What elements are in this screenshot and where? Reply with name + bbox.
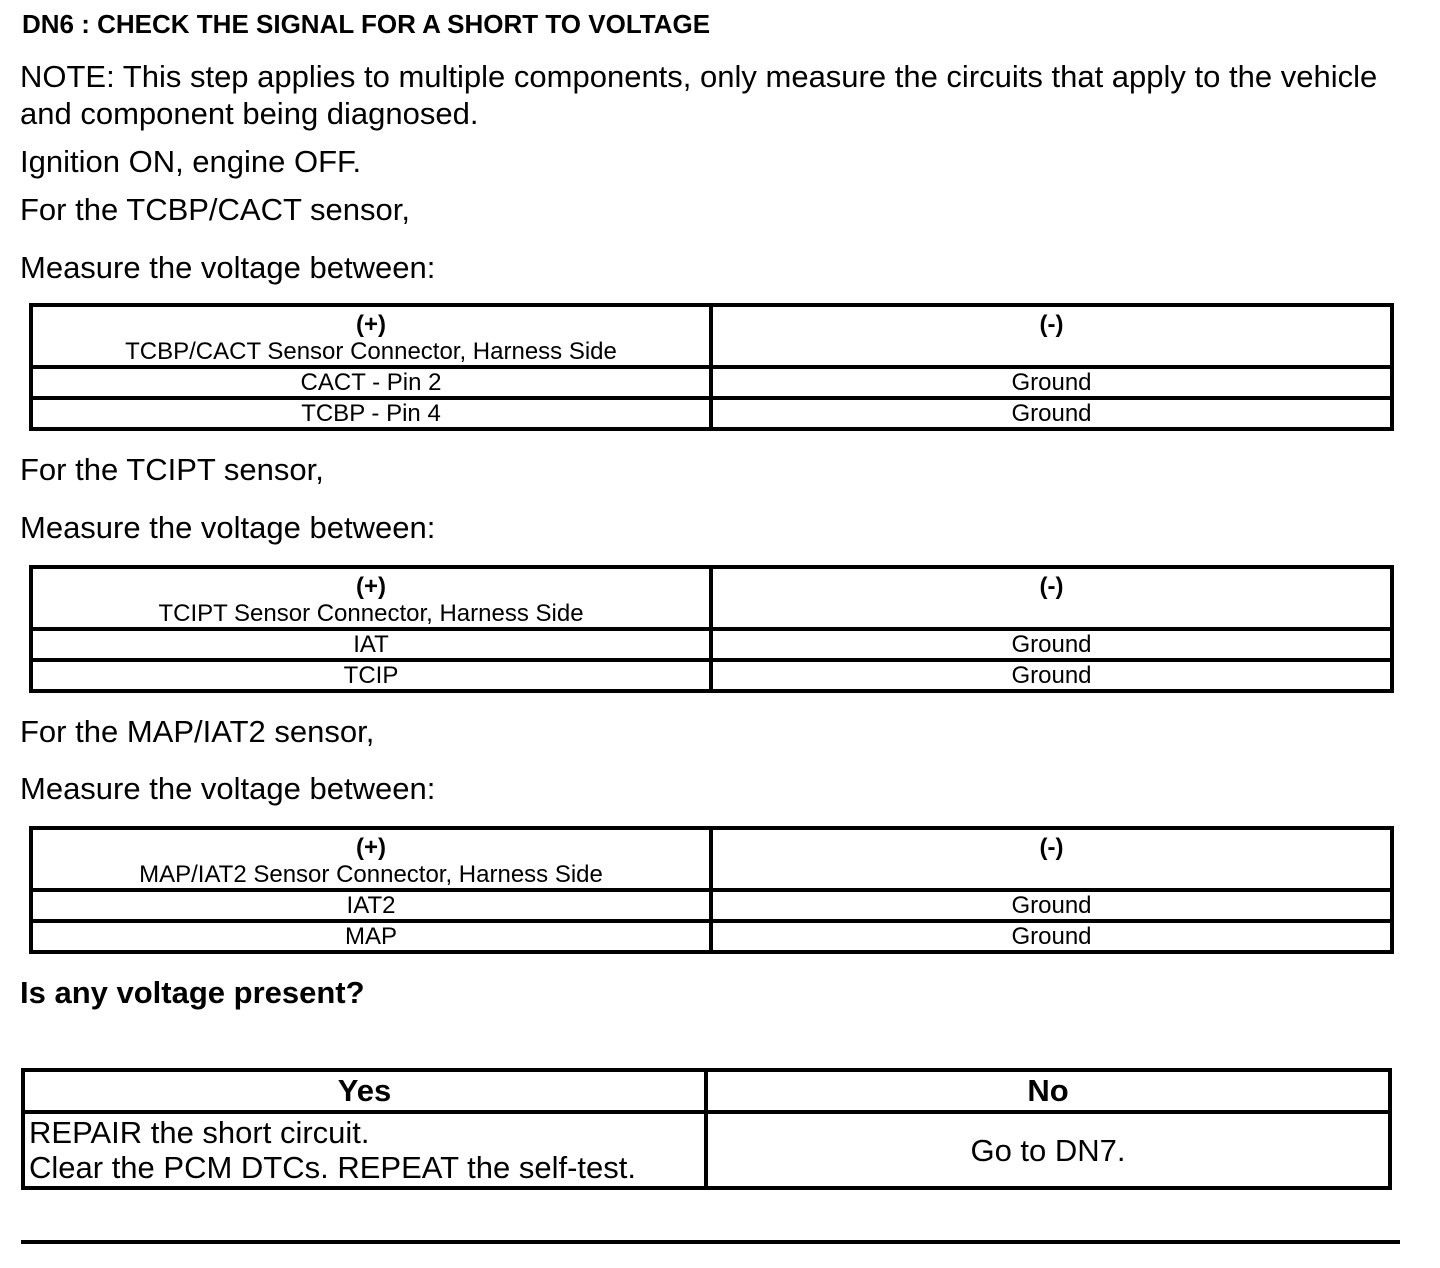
table-header-row <box>31 567 1392 629</box>
table-row <box>31 921 1392 952</box>
negative-ground-cell: Ground <box>711 890 1392 921</box>
measure-instruction: Measure the voltage between: <box>20 250 436 285</box>
positive-header-label: MAP/IAT2 Sensor Connector, Harness Side <box>139 861 603 888</box>
result-table <box>21 1068 1392 1190</box>
result-body-row <box>23 1112 1390 1188</box>
negative-ground-cell: Ground <box>711 398 1392 429</box>
bottom-divider <box>21 1240 1400 1244</box>
negative-symbol: (-) <box>1039 834 1064 861</box>
positive-pin-cell: TCIP <box>31 660 711 691</box>
yes-action-line: REPAIR the short circuit. <box>29 1115 370 1150</box>
yes-action-line: Clear the PCM DTCs. REPEAT the self-test. <box>29 1150 636 1185</box>
negative-header-cell <box>711 828 1392 890</box>
no-header: No <box>706 1070 1390 1112</box>
question-text: Is any voltage present? <box>20 975 365 1010</box>
positive-symbol: (+) <box>356 573 386 600</box>
negative-ground-cell: Ground <box>711 921 1392 952</box>
yes-header: Yes <box>23 1070 706 1112</box>
table-row <box>31 660 1392 691</box>
measurement-table <box>29 826 1394 954</box>
table-row <box>31 890 1392 921</box>
positive-pin-cell: IAT2 <box>31 890 711 921</box>
measure-instruction: Measure the voltage between: <box>20 510 436 545</box>
negative-header-cell <box>711 567 1392 629</box>
positive-pin-cell: CACT - Pin 2 <box>31 367 711 398</box>
negative-ground-cell: Ground <box>711 367 1392 398</box>
table-header-row <box>31 305 1392 367</box>
yes-action-cell <box>23 1112 706 1188</box>
positive-pin-cell: TCBP - Pin 4 <box>31 398 711 429</box>
positive-header-cell <box>31 828 711 890</box>
measure-instruction: Measure the voltage between: <box>20 771 436 806</box>
section-intro: For the TCIPT sensor, <box>20 452 324 487</box>
table-row <box>31 398 1392 429</box>
negative-symbol: (-) <box>1039 573 1064 600</box>
step-title: DN6 : CHECK THE SIGNAL FOR A SHORT TO VOLTAGE <box>22 9 711 39</box>
ignition-instruction: Ignition ON, engine OFF. <box>20 144 362 179</box>
negative-ground-cell: Ground <box>711 629 1392 660</box>
note-text: NOTE: This step applies to multiple components, only measure the circuits that apply to the vehicle and component being diagnosed. <box>20 59 1378 131</box>
positive-header-cell <box>31 567 711 629</box>
positive-header-cell <box>31 305 711 367</box>
section-intro: For the TCBP/CACT sensor, <box>20 192 410 227</box>
negative-symbol: (-) <box>1039 311 1064 338</box>
negative-ground-cell: Ground <box>711 660 1392 691</box>
no-action-cell: Go to DN7. <box>706 1112 1390 1188</box>
result-header-row <box>23 1070 1390 1112</box>
positive-symbol: (+) <box>356 311 386 338</box>
table-row <box>31 367 1392 398</box>
section-intro: For the MAP/IAT2 sensor, <box>20 714 375 749</box>
positive-pin-cell: IAT <box>31 629 711 660</box>
measurement-table <box>29 565 1394 693</box>
table-header-row <box>31 828 1392 890</box>
positive-header-label: TCIPT Sensor Connector, Harness Side <box>158 600 584 627</box>
measurement-table <box>29 303 1394 431</box>
positive-header-label: TCBP/CACT Sensor Connector, Harness Side <box>125 338 617 365</box>
negative-header-cell <box>711 305 1392 367</box>
table-row <box>31 629 1392 660</box>
positive-symbol: (+) <box>356 834 386 861</box>
positive-pin-cell: MAP <box>31 921 711 952</box>
